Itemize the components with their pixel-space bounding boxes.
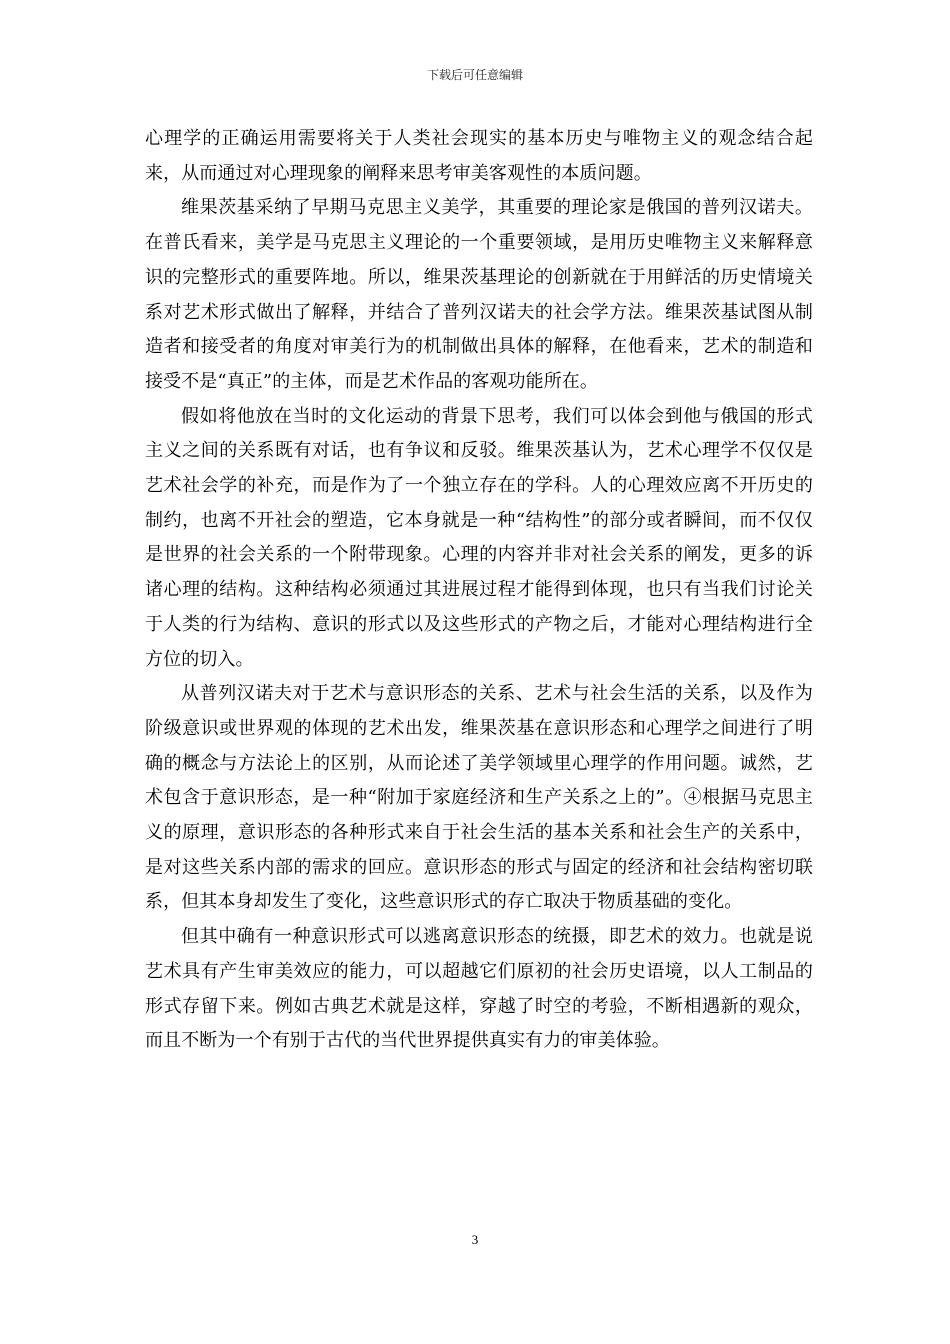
document-body — [145, 122, 813, 1059]
paragraph-formalism-relation: 假如将他放在当时的文化运动的背景下思考，我们可以体会到他与俄国的形式主义之间的关系既有对话，也有争议和反驳。维果茨基认为，艺术心理学不仅仅是艺术社会学的补充，而是作为了一个独立存在的学科。人的心理效应离不开历史的制约，也离不开社会的塑造，它本身就是一种“结构性”的部分或者瞬间，而不仅仅是世界的社会关系的一个附带现象。心理的内容并非对社会关系的阐发，更多的诉诸心理的结构。这种结构必须通过其进展过程才能得到体现，也只有当我们讨论关于人类的行为结构、意识的形式以及这些形式的产物之后，才能对心理结构进行全方位的切入。 — [145, 405, 813, 670]
page-number: 3 — [471, 1232, 479, 1247]
paragraph-vygotsky-plekhanov: 维果茨基采纳了早期马克思主义美学，其重要的理论家是俄国的普列汉诺夫。在普氏看来，美学是马克思主义理论的一个重要领域，是用历史唯物主义来解释意识的完整形式的重要阵地。所以，维果茨基理论的创新就在于用鲜活的历史情境关系对艺术形式做出了解释，并结合了普列汉诺夫的社会学方法。维果茨基试图从制造者和接受者的角度对审美行为的机制做出具体的解释，在他看来，艺术的制造和接受不是“真正”的主体，而是艺术作品的客观功能所在。 — [145, 197, 813, 392]
paragraph-ideology-psychology: 从普列汉诺夫对于艺术与意识形态的关系、艺术与社会生活的关系，以及作为阶级意识或世界观的体现的艺术出发，维果茨基在意识形态和心理学之间进行了明确的概念与方法论上的区别，从而论述了美学领域里心理学的作用问题。诚然，艺术包含于意识形态，是一种“附加于家庭经济和生产关系之上的”。④根据马克思主义的原理，意识形态的各种形式来自于社会生活的基本关系和社会生产的关系中，是对这些关系内部的需求的回应。意识形态的形式与固定的经济和社会结构密切联系，但其本身却发生了变化，这些意识形式的存亡取决于物质基础的变化。 — [145, 683, 813, 913]
paragraph-art-efficacy: 但其中确有一种意识形式可以逃离意识形态的统摄，即艺术的效力。也就是说艺术具有产生审美效应的能力，可以超越它们原初的社会历史语境，以人工制品的形式存留下来。例如古典艺术就是这样，穿越了时空的考验，不断相遇新的观众，而且不断为一个有别于古代的当代世界提供真实有力的审美体验。 — [145, 926, 813, 1052]
paragraph-continuation: 心理学的正确运用需要将关于人类社会现实的基本历史与唯物主义的观念结合起来，从而通过对心理现象的阐释来思考审美客观性的本质问题。 — [145, 128, 813, 184]
page-header: 下载后可任意编辑 — [426, 68, 523, 82]
